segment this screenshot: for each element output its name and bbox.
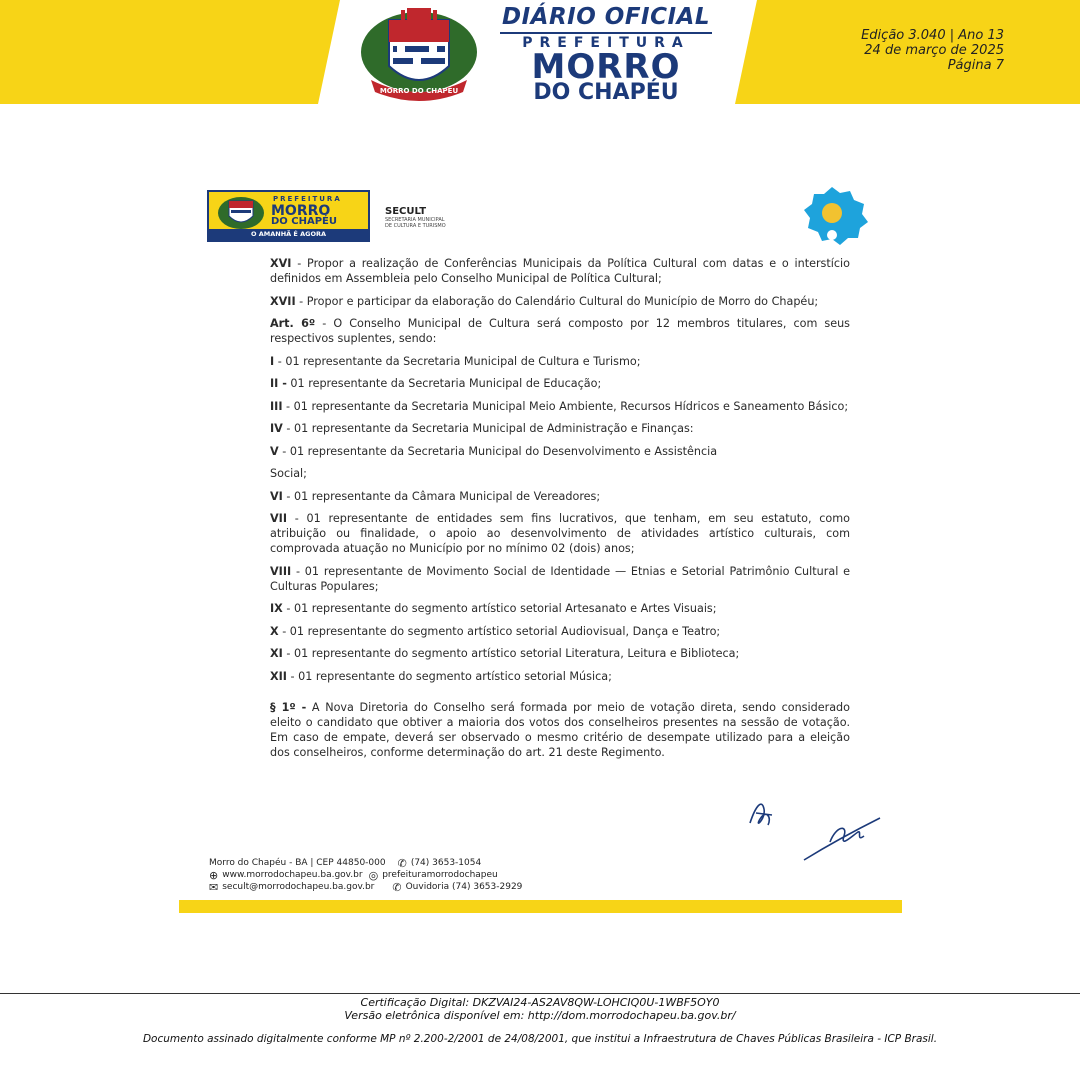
address-text: Morro do Chapéu - BA | CEP 44850-000 [209,858,386,868]
phone-icon: ✆ [397,856,407,870]
city-crest-logo [357,6,482,104]
paragraph-vi: VI - 01 representante da Câmara Municipal de Vereadores; [270,489,601,503]
instagram-icon: ◎ [368,868,379,882]
letterhead-morro: MORRO [271,203,331,219]
contact-row-1 [209,857,522,869]
electronic-version-link[interactable]: Versão eletrônica disponível em: http://dom.morrodochapeu.ba.gov.br/ [344,1009,736,1022]
signature-main [800,814,885,864]
city-name-line2: DO CHAPÉU [533,80,679,105]
globe-icon: ⊕ [209,868,219,882]
phone-text: (74) 3653-1054 [410,858,482,868]
secult-line1: SECRETARIA MUNICIPAL [385,217,445,223]
unicef-seal-logo [796,185,868,245]
paragraph-xvii: XVII - Propor e participar da elaboração do Calendário Cultural do Município de Morro do Chapéu; [270,294,819,308]
mini-crest-icon [217,196,265,230]
ouvidoria-phone-icon: ✆ [392,880,402,894]
paragraph-i: I - 01 representante da Secretaria Municipal de Cultura e Turismo; [270,354,641,368]
secult-label [385,206,446,229]
instagram-handle[interactable]: prefeituramorrodochapeu [382,870,498,880]
certification-code: Certificação Digital: DKZVAI24-AS2AV8QW-LOHCIQ0U-1WBF5OY0 [360,996,720,1009]
secult-name: SECULT [385,206,427,217]
paragraph-iii: III - 01 representante da Secretaria Municipal Meio Ambiente, Recursos Hídricos e Saneamento Básico; [270,399,849,413]
email-link[interactable]: secult@morrodochapeu.ba.gov.br [222,882,375,892]
email-icon: ✉ [209,880,219,894]
header-band-left [0,0,340,104]
paragraph-ix: IX - 01 representante do segmento artístico setorial Artesanato e Artes Visuais; [270,602,717,615]
document-footer-bar [179,900,902,913]
gazette-title: DIÁRIO OFICIAL [502,4,710,30]
paragraph-art-6: Art. 6º - O Conselho Municipal de Cultura será composto por 12 membros titulares, com seus respectivos suplentes, sendo: [270,317,851,345]
paragraph-iv: IV - 01 representante da Secretaria Municipal de Administração e Finanças: [270,422,694,435]
paragraph-xvi: XVI - Propor a realização de Conferências Municipais da Política Cultural com datas e o interstício definidos em Assembleia pelo Conselho Municipal de Política Cultural; [270,257,850,285]
letterhead-slogan: O AMANHÃ É AGORA [209,229,368,240]
paragraph-viii: VIII - 01 representante de Movimento Social de Identidade — Etnias e Setorial Patrimônio Cultural e Culturas Populares; [270,564,850,593]
signature-initials [742,795,782,835]
paragraph-v-continued: Social; [270,467,307,480]
website-link[interactable]: www.morrodochapeu.ba.gov.br [222,870,363,880]
edition-date: 24 de março de 2025 [864,43,1004,58]
edition-info [820,28,1004,73]
letterhead-chapeu: DO CHAPÉU [271,216,338,227]
paragraph-ii: II - 01 representante da Secretaria Municipal de Educação; [270,377,602,390]
certification-block [0,996,1080,1022]
letterhead-prefeitura: PREFEITURA [273,195,342,203]
prefeitura-label: PREFEITURA [522,35,690,51]
crest-banner-text: MORRO DO CHAPÉU [379,87,459,95]
document-body [270,256,850,767]
document-contact-footer [209,857,522,893]
paragraph-section-1: § 1º - A Nova Diretoria do Conselho será formada por meio de votação direta, sendo considerado eleito o candidato que obtiver a maioria dos votos dos conselheiros presentes na sessão de votação. Em caso de empate, deverá ser observado o mesmo critério de desempate utilizado para a eleição dos conselheiros, conforme determinação do art. 21 deste Regimento. [270,700,850,759]
prefeitura-letterhead-logo [207,190,370,242]
paragraph-vii: VII - 01 representante de entidades sem fins lucrativos, que tenham, em seu estatuto, como atribuição ou finalidade, o apoio ao desenvolvimento de atividades artístico culturais, com comprovada atuação no Município por no mínimo 02 (dois) anos; [270,512,850,555]
ouvidoria-text: Ouvidoria (74) 3653-2929 [405,882,523,892]
paragraph-v: V - 01 representante da Secretaria Municipal do Desenvolvimento e Assistência [270,444,718,458]
city-name-line1: MORRO [531,47,681,87]
title-divider [500,32,712,34]
legal-notice: Documento assinado digitalmente conforme MP nº 2.200-2/2001 de 24/08/2001, que institui a Infraestrutura de Chaves Públicas Brasileira - ICP Brasil. [142,1033,938,1045]
footer-divider [0,993,1080,994]
paragraph-xii: XII - 01 representante do segmento artístico setorial Música; [270,669,612,683]
secult-line2: DE CULTURA E TURISMO [385,223,446,229]
paragraph-xi: XI - 01 representante do segmento artístico setorial Literatura, Leitura e Biblioteca; [270,647,740,660]
contact-row-2 [209,869,522,881]
page-number: Página 7 [947,58,1004,73]
paragraph-x: X - 01 representante do segmento artístico setorial Audiovisual, Dança e Teatro; [270,624,721,638]
edition-number: Edição 3.040 | Ano 13 [861,28,1004,43]
contact-row-3 [209,881,522,893]
